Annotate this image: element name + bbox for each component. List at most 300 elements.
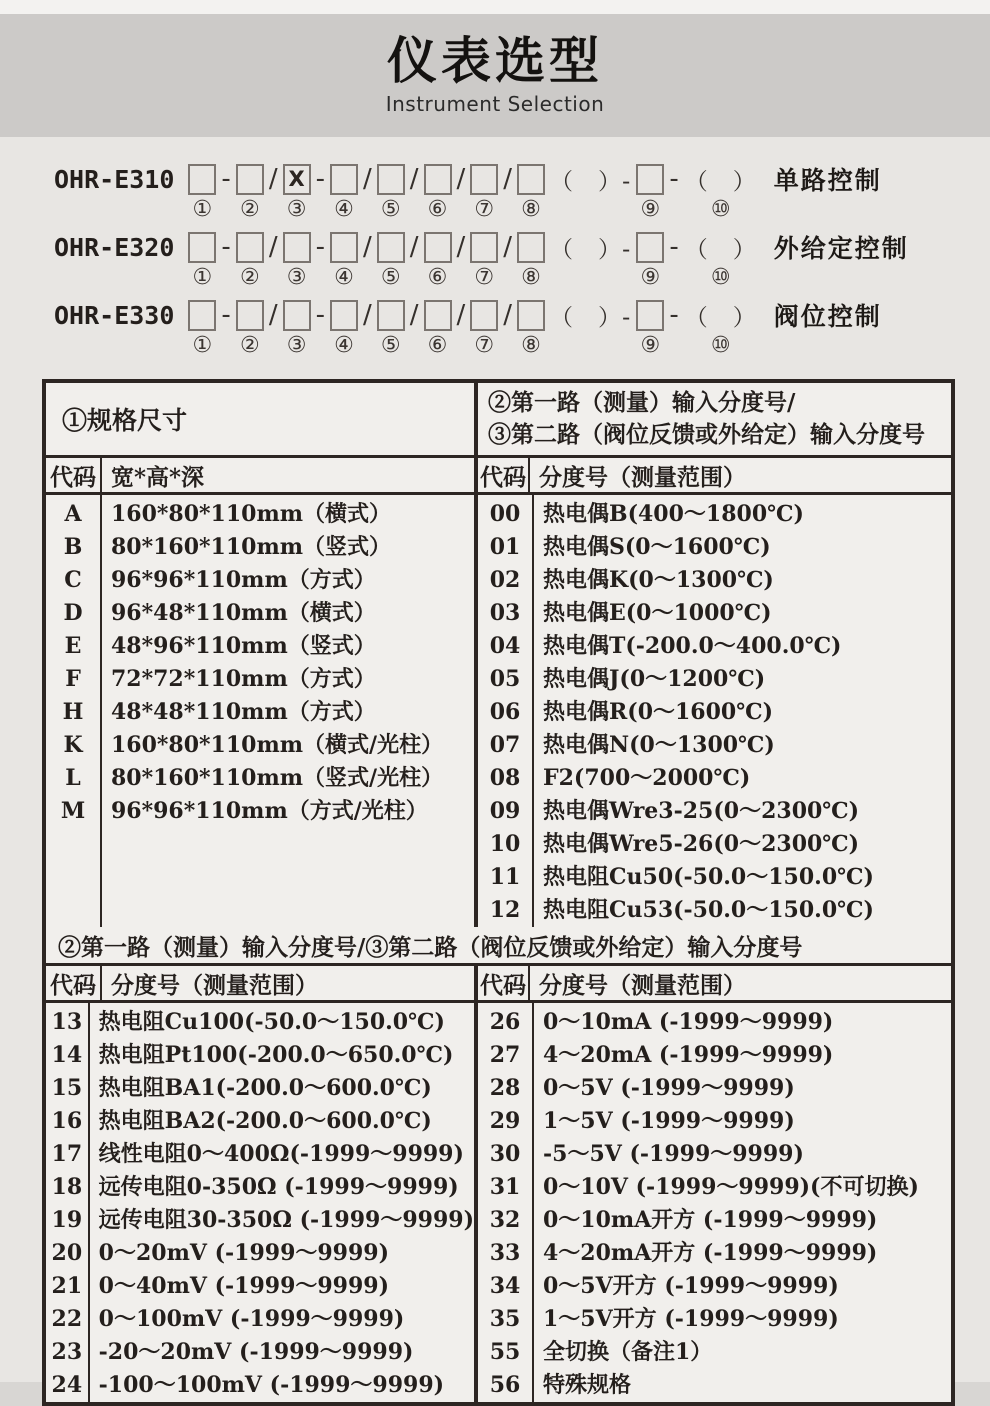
desc-cell: 热电偶Wre3-25(0～2300℃) (543, 798, 860, 824)
table2-section-header: ②第一路（测量）输入分度号/③第二路（阀位反馈或外给定）输入分度号 (46, 927, 951, 966)
pattern-unit (283, 297, 311, 361)
code-cell: 16 (51, 1108, 83, 1134)
desc-cell: 0～20mV (-1999～9999) (98, 1240, 390, 1266)
code-box (188, 232, 216, 263)
pattern-unit (668, 297, 679, 361)
code-cell: 19 (51, 1207, 83, 1233)
pattern-symbol: / (503, 300, 513, 330)
pattern-symbol-area (762, 161, 882, 197)
desc-cell: 4～20mA开方 (-1999～9999) (543, 1240, 878, 1266)
division-code-column (46, 1003, 90, 1402)
pattern-symbol-area (315, 229, 326, 265)
circled-index: ⑦ (474, 333, 495, 358)
pattern-unit (268, 161, 279, 225)
model-name: OHR-E310 (54, 164, 175, 194)
division-header-line2: ③第二路（阀位反馈或外给定）输入分度号 (488, 421, 925, 448)
pattern-symbol-area (424, 297, 452, 333)
pattern-unit (220, 161, 231, 225)
division-code-column (478, 1003, 534, 1402)
pattern-symbol-area (362, 161, 373, 197)
size-desc-column (102, 495, 474, 927)
code-box-x: X (283, 164, 311, 195)
circled-index: ⑨ (640, 197, 661, 222)
header-band (0, 14, 990, 137)
pattern-unit (330, 229, 358, 293)
code-cell: B (63, 534, 83, 560)
pattern-unit (188, 161, 216, 225)
circled-index: ⑤ (380, 265, 401, 290)
selection-table (42, 379, 955, 1406)
circled-index: ③ (286, 265, 307, 290)
code-cell: F (65, 666, 81, 692)
pattern-symbol-area (502, 229, 513, 265)
pattern-unit (684, 229, 758, 293)
pattern-unit (470, 161, 498, 225)
pattern-unit (330, 297, 358, 361)
code-cell: 56 (489, 1372, 521, 1398)
table1-body (46, 495, 951, 927)
pattern-unit (502, 229, 513, 293)
pattern-unit (330, 161, 358, 225)
pattern-symbol-area (456, 161, 467, 197)
pattern-symbol: - (221, 232, 231, 262)
model-row (52, 161, 990, 225)
code-cell: 05 (489, 666, 521, 692)
pattern-symbol-area (330, 297, 358, 333)
desc-cell: 96*96*110mm（方式/光柱） (111, 798, 428, 824)
circled-index: ⑥ (427, 197, 448, 222)
code-cell: 11 (489, 864, 521, 890)
pattern-symbol: - (315, 232, 325, 262)
code-cell: 00 (489, 501, 521, 527)
desc-cell: -20～20mV (-1999～9999) (98, 1339, 414, 1365)
desc-cell: 1～5V (-1999～9999) (543, 1108, 795, 1134)
pattern-symbol-area (470, 297, 498, 333)
pattern-unit (188, 229, 216, 293)
code-box (236, 300, 264, 331)
pattern-symbol-area (409, 297, 420, 333)
pattern-symbol-area (762, 229, 909, 265)
pattern-symbol-area (424, 161, 452, 197)
code-box (424, 300, 452, 331)
code-cell: L (65, 765, 81, 791)
pattern-symbol-area (668, 297, 679, 333)
pattern-unit (315, 161, 326, 225)
code-box (636, 232, 664, 263)
pattern-symbol-area (188, 297, 216, 333)
pattern-symbol: （ ）- (550, 168, 632, 195)
desc-cell: 热电阻BA2(-200.0～600.0℃) (98, 1108, 432, 1134)
pattern-unit (315, 229, 326, 293)
code-box (470, 164, 498, 195)
pattern-symbol-area (315, 161, 326, 197)
pattern-symbol: - (669, 232, 679, 262)
code-cell: 23 (51, 1339, 83, 1365)
pattern-symbol-area (502, 161, 513, 197)
pattern-symbol: / (362, 300, 372, 330)
desc-cell: 远传电阻30-350Ω (-1999～9999) (98, 1207, 474, 1233)
pattern-unit (377, 297, 405, 361)
code-cell: 18 (51, 1174, 83, 1200)
code-box (330, 300, 358, 331)
desc-cell: 96*96*110mm（方式） (111, 567, 376, 593)
pattern-unit (470, 297, 498, 361)
pattern-symbol-area (762, 297, 882, 333)
circled-index: ⑧ (521, 333, 541, 358)
pattern-symbol: - (315, 164, 325, 194)
table2-right-half (474, 1003, 951, 1402)
pattern-symbol-area (470, 161, 498, 197)
pattern-unit (283, 161, 311, 225)
code-cell: 04 (489, 633, 521, 659)
pattern-symbol-area (188, 161, 216, 197)
pattern-unit (549, 161, 632, 225)
page-subtitle: Instrument Selection (385, 92, 605, 116)
model-name: OHR-E330 (54, 300, 175, 330)
model-row (52, 229, 990, 293)
code-cell: 29 (489, 1108, 521, 1134)
circled-index: ① (192, 333, 213, 358)
table2-subheader-row (46, 966, 951, 1003)
code-cell: 35 (489, 1306, 521, 1332)
circled-index: ② (239, 265, 260, 290)
pattern-symbol-area (220, 229, 231, 265)
circled-index: ⑤ (380, 197, 401, 222)
code-cell: 08 (489, 765, 521, 791)
pattern-unit (362, 229, 373, 293)
code-box (636, 300, 664, 331)
pattern-symbol-area (377, 297, 405, 333)
pattern-symbol-area (517, 161, 545, 197)
pattern-symbol: / (503, 164, 513, 194)
desc-cell: 热电偶J(0～1200℃) (543, 666, 766, 692)
pattern-unit (684, 161, 758, 225)
pattern-unit (54, 161, 184, 225)
desc-cell: 热电阻Pt100(-200.0～650.0℃) (98, 1042, 454, 1068)
pattern-unit (54, 229, 184, 293)
pattern-symbol-area (502, 297, 513, 333)
desc-cell: 热电偶K(0～1300℃) (543, 567, 774, 593)
pattern-unit (456, 297, 467, 361)
desc-cell: 热电阻Cu50(-50.0～150.0℃) (543, 864, 874, 890)
pattern-unit (762, 229, 909, 293)
circled-index: ④ (334, 265, 354, 290)
desc-cell: 80*160*110mm（竖式） (111, 534, 392, 560)
table1-right-half (474, 495, 951, 927)
pattern-symbol: / (456, 164, 466, 194)
desc-cell: 0～5V开方 (-1999～9999) (543, 1273, 839, 1299)
pattern-unit (220, 229, 231, 293)
pattern-symbol-area (517, 297, 545, 333)
desc-cell: 热电阻Cu100(-50.0～150.0℃) (98, 1009, 445, 1035)
code-box (236, 232, 264, 263)
code-column-header: 代码 (46, 966, 102, 1000)
pattern-unit (636, 297, 664, 361)
pattern-symbol: / (503, 232, 513, 262)
code-cell: 02 (489, 567, 521, 593)
code-cell: 21 (51, 1273, 83, 1299)
pattern-symbol: - (221, 300, 231, 330)
table1-left-half (46, 495, 474, 927)
desc-cell: 热电偶T(-200.0～400.0℃) (543, 633, 842, 659)
pattern-symbol: / (409, 300, 419, 330)
circled-index: ④ (334, 333, 354, 358)
circled-index: ① (192, 265, 213, 290)
code-box (188, 300, 216, 331)
pattern-unit (636, 229, 664, 293)
pattern-symbol-area (315, 297, 326, 333)
desc-cell: 0～100mV (-1999～9999) (98, 1306, 405, 1332)
pattern-symbol: / (362, 232, 372, 262)
pattern-symbol: （ ） (684, 304, 757, 331)
pattern-unit (456, 229, 467, 293)
code-box (470, 232, 498, 263)
pattern-symbol-area (684, 161, 758, 197)
pattern-unit (762, 297, 882, 361)
pattern-unit (549, 229, 632, 293)
code-box (517, 232, 545, 263)
desc-cell: 热电偶N(0～1300℃) (543, 732, 775, 758)
division-column-header: 分度号（测量范围） (111, 971, 318, 999)
pattern-symbol-area (549, 297, 632, 333)
pattern-unit (762, 161, 882, 225)
desc-cell: -100～100mV (-1999～9999) (98, 1372, 445, 1398)
pattern-symbol-area (283, 161, 311, 197)
size-column-header: 宽*高*深 (111, 463, 205, 491)
code-cell: 28 (489, 1075, 521, 1101)
pattern-symbol: / (268, 164, 278, 194)
table2-body (46, 1003, 951, 1402)
pattern-symbol-area (456, 297, 467, 333)
desc-cell: 热电偶E(0～1000℃) (543, 600, 772, 626)
pattern-symbol-area (54, 229, 184, 265)
pattern-unit (315, 297, 326, 361)
code-cell: 15 (51, 1075, 83, 1101)
code-cell: 06 (489, 699, 521, 725)
pattern-unit (684, 297, 758, 361)
pattern-unit (517, 161, 545, 225)
model-code-section (0, 137, 990, 371)
code-cell: M (60, 798, 86, 824)
circled-index: ⑩ (710, 265, 731, 290)
pattern-symbol-area (684, 229, 758, 265)
pattern-symbol: / (456, 232, 466, 262)
division-desc-column (534, 495, 951, 927)
circled-index: ⑨ (640, 265, 661, 290)
pattern-symbol-area (668, 161, 679, 197)
pattern-symbol-area (549, 229, 632, 265)
circled-index: ⑦ (474, 197, 495, 222)
pattern-unit (409, 161, 420, 225)
pattern-symbol: - (669, 164, 679, 194)
table2-left-half (46, 1003, 474, 1402)
pattern-symbol-area (362, 297, 373, 333)
code-box (424, 232, 452, 263)
desc-cell: 0～10mA (-1999～9999) (543, 1009, 834, 1035)
desc-cell: 热电阻BA1(-200.0～600.0℃) (98, 1075, 432, 1101)
circled-index: ⑥ (427, 333, 448, 358)
pattern-symbol-area (377, 229, 405, 265)
pattern-symbol-area (362, 229, 373, 265)
code-cell: 22 (51, 1306, 83, 1332)
desc-cell: 160*80*110mm（横式） (111, 501, 392, 527)
model-type-label: 单路控制 (773, 166, 882, 195)
pattern-symbol-area (54, 297, 184, 333)
pattern-symbol-area (549, 161, 632, 197)
desc-cell: 特殊规格 (543, 1372, 632, 1398)
pattern-unit (54, 297, 184, 361)
desc-cell: F2(700～2000℃) (543, 765, 751, 791)
pattern-symbol-area (268, 229, 279, 265)
pattern-unit (424, 229, 452, 293)
pattern-symbol: （ ）- (550, 304, 632, 331)
pattern-symbol: / (456, 300, 466, 330)
pattern-unit (236, 229, 264, 293)
division-desc-column (534, 1003, 951, 1402)
pattern-symbol: / (409, 164, 419, 194)
code-cell: 26 (489, 1009, 521, 1035)
pattern-symbol-area (330, 161, 358, 197)
code-cell: 17 (51, 1141, 83, 1167)
code-box (517, 164, 545, 195)
code-column-header: 代码 (474, 458, 530, 492)
code-box (377, 232, 405, 263)
desc-cell: 热电偶R(0～1600℃) (543, 699, 774, 725)
pattern-symbol-area (636, 297, 664, 333)
desc-cell: 热电偶Wre5-26(0～2300℃) (543, 831, 860, 857)
code-cell: C (64, 567, 82, 593)
circled-index: ⑧ (521, 197, 541, 222)
pattern-symbol: （ ） (684, 236, 757, 263)
pattern-unit (668, 161, 679, 225)
pattern-symbol-area (188, 229, 216, 265)
pattern-unit (502, 161, 513, 225)
pattern-unit (188, 297, 216, 361)
circled-index: ② (239, 333, 260, 358)
desc-cell: 热电偶B(400～1800℃) (543, 501, 804, 527)
code-cell: 30 (489, 1141, 521, 1167)
code-cell: 20 (51, 1240, 83, 1266)
desc-cell: 热电阻Cu53(-50.0～150.0℃) (543, 897, 874, 923)
desc-cell: 80*160*110mm（竖式/光柱） (111, 765, 444, 791)
code-box (236, 164, 264, 195)
code-box (283, 232, 311, 263)
pattern-unit (268, 229, 279, 293)
circled-index: ④ (334, 197, 354, 222)
pattern-unit (236, 161, 264, 225)
pattern-symbol-area (236, 297, 264, 333)
code-box (330, 164, 358, 195)
pattern-symbol-area (668, 229, 679, 265)
division-desc-column (90, 1003, 474, 1402)
circled-index: ③ (286, 197, 307, 222)
pattern-symbol: - (669, 300, 679, 330)
pattern-symbol-area (236, 161, 264, 197)
division-column-header: 分度号（测量范围） (539, 971, 746, 999)
table1-subheader-row (46, 458, 951, 495)
circled-index: ⑩ (710, 333, 731, 358)
pattern-unit (424, 161, 452, 225)
model-type-label: 阀位控制 (773, 302, 882, 331)
desc-cell: 160*80*110mm（横式/光柱） (111, 732, 444, 758)
code-cell: 10 (489, 831, 521, 857)
pattern-unit (517, 229, 545, 293)
code-box (470, 300, 498, 331)
division-header-line1: ②第一路（测量）输入分度号/ (488, 389, 796, 416)
code-cell: 24 (51, 1372, 83, 1398)
pattern-unit (362, 161, 373, 225)
division-column-header: 分度号（测量范围） (539, 463, 746, 491)
code-cell: 27 (489, 1042, 521, 1068)
circled-index: ⑤ (380, 333, 401, 358)
desc-cell: 48*96*110mm（竖式） (111, 633, 376, 659)
model-row (52, 297, 990, 361)
code-box (517, 300, 545, 331)
pattern-symbol-area (517, 229, 545, 265)
circled-index: ⑩ (710, 197, 731, 222)
pattern-unit (220, 297, 231, 361)
pattern-unit (362, 297, 373, 361)
pattern-symbol-area (236, 229, 264, 265)
pattern-symbol-area (220, 297, 231, 333)
page-title: 仪表选型 (387, 32, 603, 90)
pattern-unit (636, 161, 664, 225)
desc-cell: 0～10V (-1999～9999)(不可切换) (543, 1174, 919, 1200)
code-box (377, 300, 405, 331)
code-cell: H (62, 699, 84, 725)
pattern-symbol-area (54, 161, 184, 197)
pattern-unit (283, 229, 311, 293)
top-strip (0, 0, 990, 14)
model-name: OHR-E320 (54, 232, 175, 262)
code-column-header: 代码 (474, 966, 530, 1000)
circled-index: ③ (286, 333, 307, 358)
pattern-symbol-area (220, 161, 231, 197)
pattern-unit (424, 297, 452, 361)
code-cell: K (63, 732, 83, 758)
code-cell: 12 (489, 897, 521, 923)
code-box (377, 164, 405, 195)
code-cell: A (64, 501, 82, 527)
table1-header-row (46, 383, 951, 458)
code-cell: 14 (51, 1042, 83, 1068)
circled-index: ⑦ (474, 265, 495, 290)
pattern-symbol-area (283, 229, 311, 265)
desc-cell: 0～10mA开方 (-1999～9999) (543, 1207, 878, 1233)
desc-cell: 0～5V (-1999～9999) (543, 1075, 795, 1101)
division-code-column (478, 495, 534, 927)
circled-index: ⑨ (640, 333, 661, 358)
code-cell: 32 (489, 1207, 521, 1233)
pattern-symbol-area (283, 297, 311, 333)
size-code-column (46, 495, 102, 927)
code-cell: 33 (489, 1240, 521, 1266)
circled-index: ② (239, 197, 260, 222)
desc-cell: 48*48*110mm（方式） (111, 699, 376, 725)
code-cell: 07 (489, 732, 521, 758)
pattern-symbol-area (636, 161, 664, 197)
pattern-unit (409, 297, 420, 361)
circled-index: ⑧ (521, 265, 541, 290)
code-cell: E (64, 633, 82, 659)
pattern-symbol: / (409, 232, 419, 262)
code-cell: 31 (489, 1174, 521, 1200)
division-number-header (474, 383, 951, 455)
pattern-symbol-area (636, 229, 664, 265)
code-cell: 03 (489, 600, 521, 626)
desc-cell: 全切换（备注1） (543, 1339, 713, 1365)
code-column-header: 代码 (46, 458, 102, 492)
